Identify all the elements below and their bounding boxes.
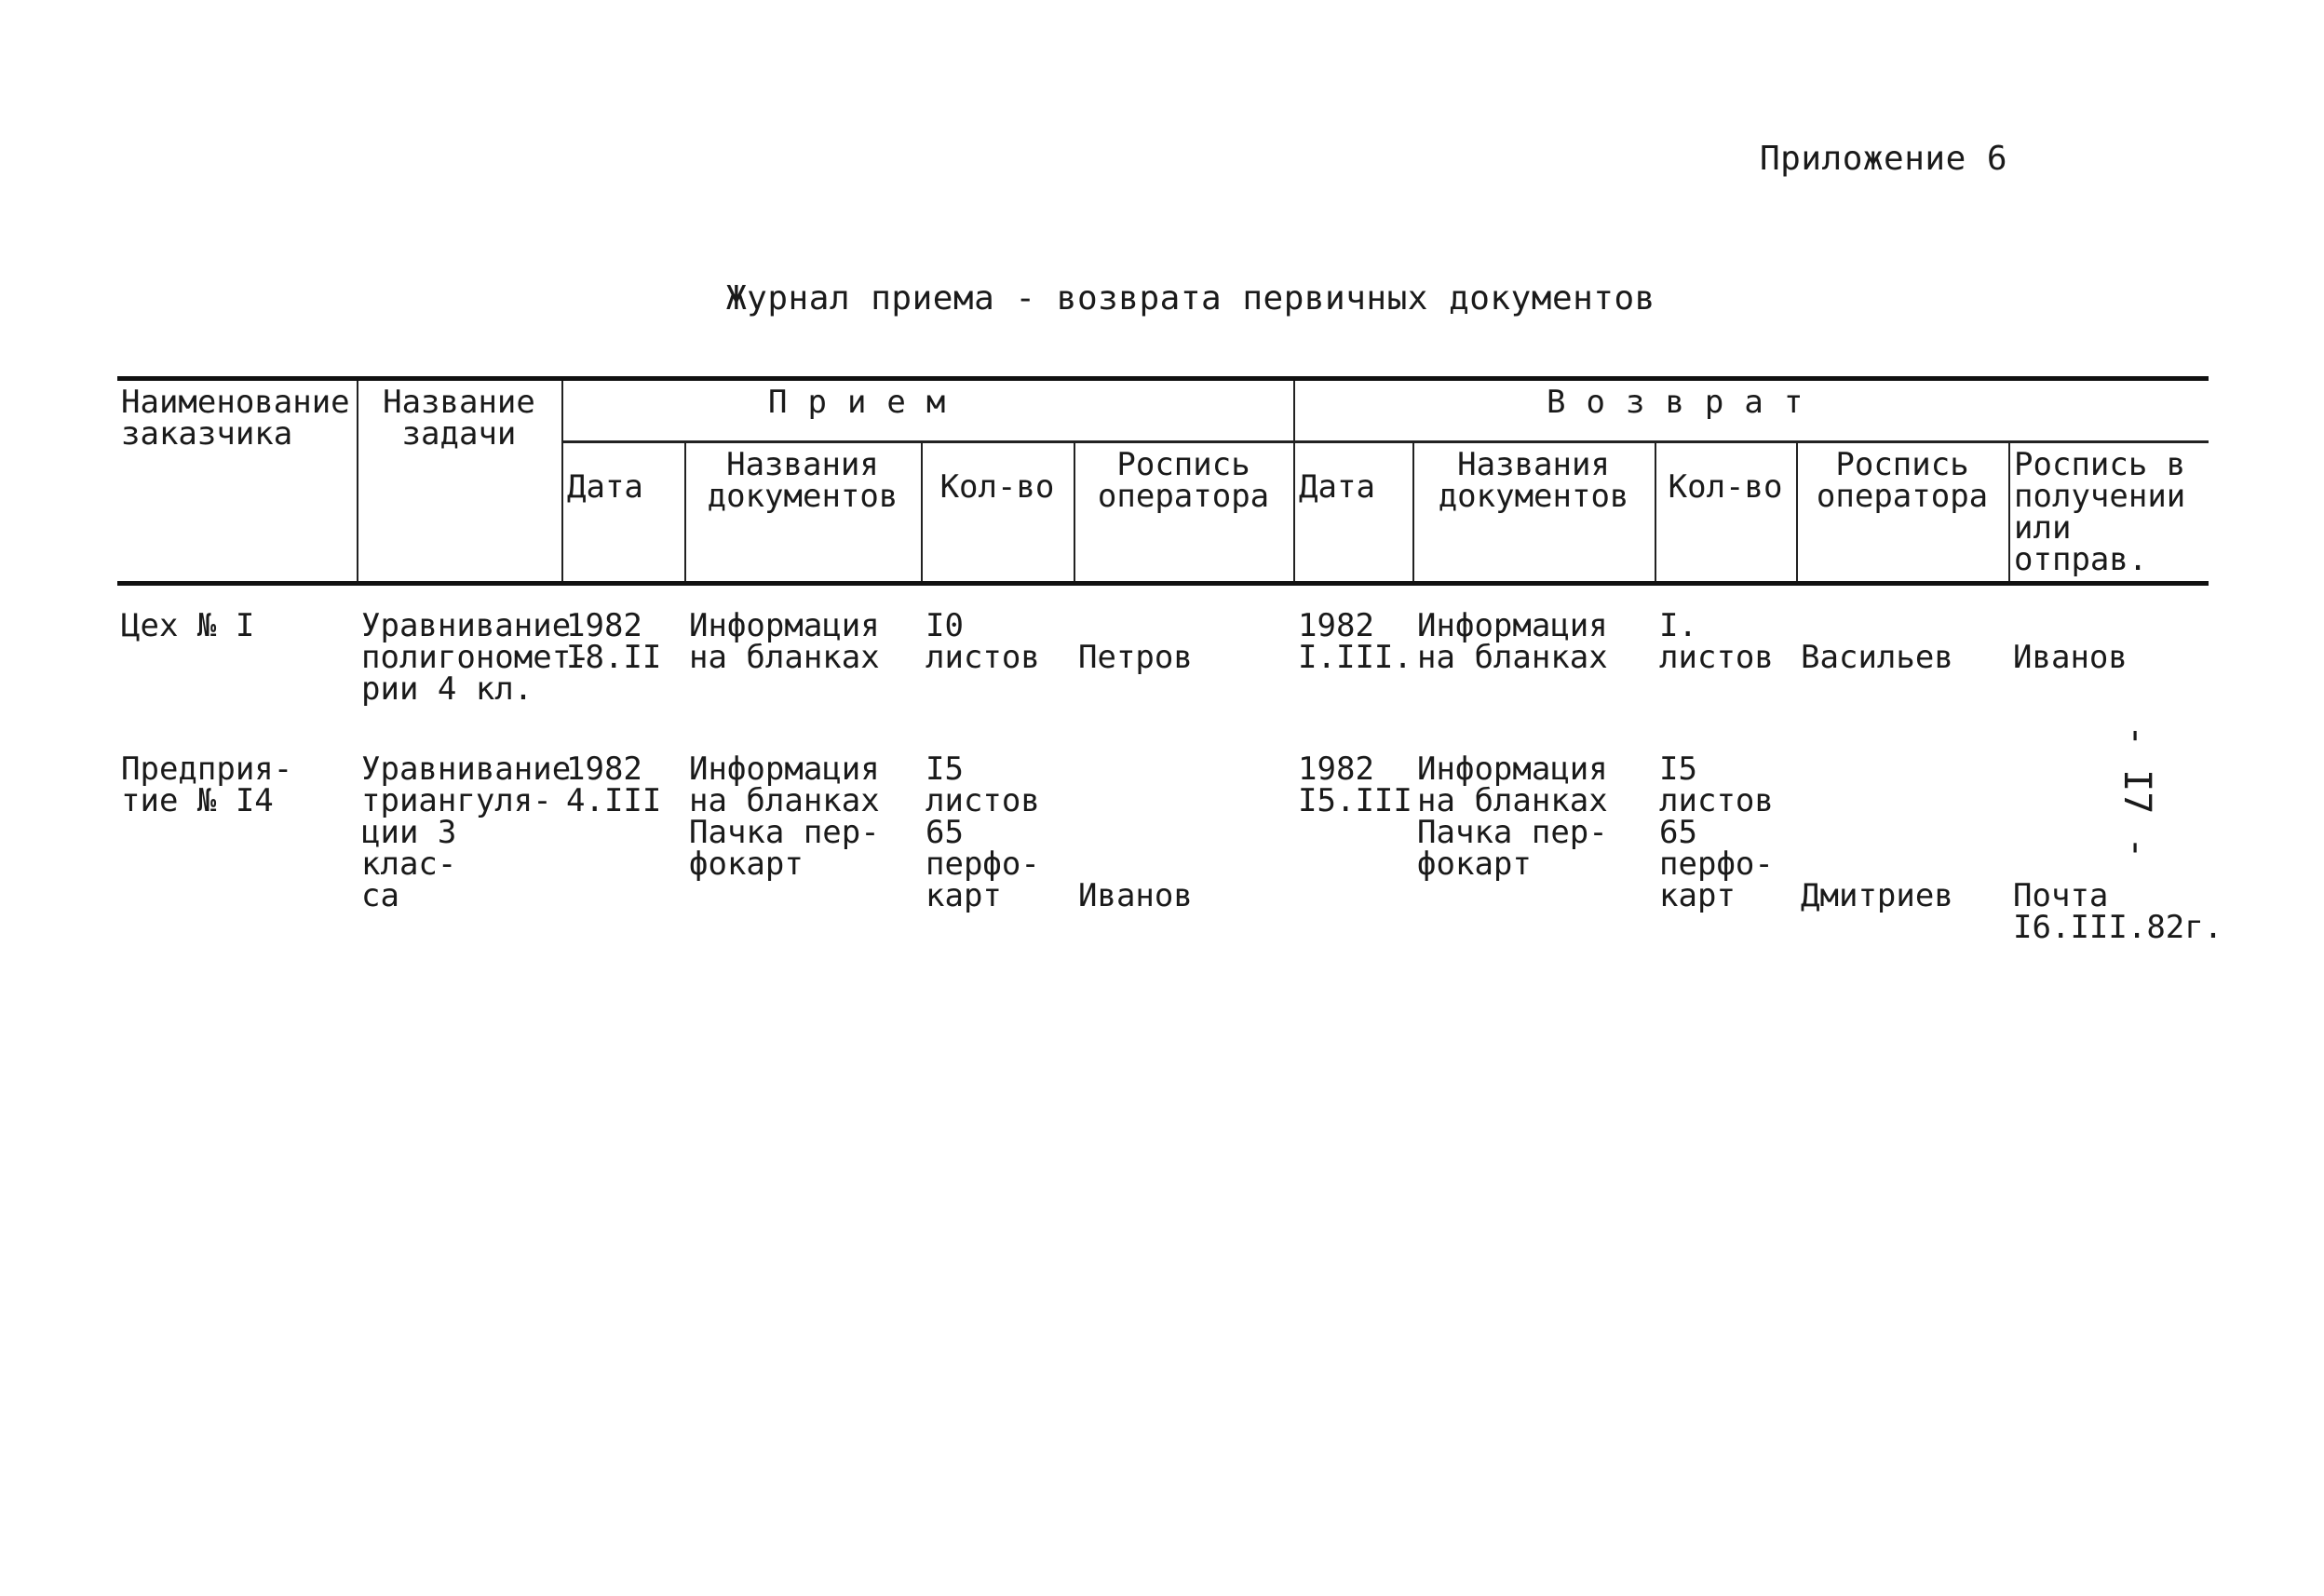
cell-task: Уравнивание полигономет- рии 4 кл. bbox=[361, 607, 590, 708]
cell-receipt-date: 1982 I8.II bbox=[566, 607, 662, 676]
cell-return-docs: Информация на бланках Пачка пер- фокарт bbox=[1417, 751, 1608, 883]
cell-customer: Предприя- тие № I4 bbox=[121, 751, 293, 819]
cell-receipt-sign: Иванов bbox=[1078, 877, 1193, 914]
header-return-qty: Кол-во bbox=[1655, 442, 1797, 584]
cell-return-sign-received: Почта I6.III.82г. bbox=[2013, 877, 2223, 946]
cell-receipt-qty: I0 листов bbox=[926, 607, 1040, 676]
appendix-label: Приложение 6 bbox=[1760, 140, 2008, 178]
cell-return-qty: I. листов bbox=[1659, 607, 1774, 676]
table-header-row-groups bbox=[117, 379, 2209, 442]
header-return-date: Дата bbox=[1294, 442, 1413, 584]
header-customer: Наименование заказчика bbox=[117, 379, 358, 584]
cell-receipt-sign: Петров bbox=[1078, 639, 1193, 676]
cell-return-sign-received: Иванов bbox=[2013, 639, 2128, 676]
header-receipt-qty: Кол-во bbox=[922, 442, 1074, 584]
cell-return-docs: Информация на бланках bbox=[1417, 607, 1608, 676]
cell-receipt-docs: Информация на бланках Пачка пер- фокарт bbox=[689, 751, 880, 883]
header-task: Название задачи bbox=[358, 379, 562, 584]
header-group-receipt: Прием bbox=[562, 379, 1294, 442]
table-row bbox=[117, 584, 2209, 706]
cell-task: Уравнивание триангуля- ции 3 клас- са bbox=[361, 751, 572, 914]
header-receipt-date: Дата bbox=[562, 442, 685, 584]
cell-return-date: 1982 I.III. bbox=[1298, 607, 1412, 676]
cell-receipt-docs: Информация на бланках bbox=[689, 607, 880, 676]
cell-return-date: 1982 I5.III bbox=[1298, 751, 1412, 819]
header-return-docs: Названия документов bbox=[1413, 442, 1655, 584]
cell-receipt-qty: I5 листов 65 перфо- карт bbox=[926, 751, 1040, 914]
journal-title: Журнал приема - возврата первичных документов bbox=[726, 279, 1655, 318]
cell-return-qty: I5 листов 65 перфо- карт bbox=[1659, 751, 1774, 914]
page-number: - I7 - bbox=[2115, 724, 2158, 859]
header-receipt-docs: Названия документов bbox=[685, 442, 922, 584]
cell-return-sign: Дмитриев bbox=[1801, 877, 1953, 914]
header-return-sign-received: Роспись в получении или отправ. bbox=[2009, 442, 2209, 584]
cell-return-sign: Васильев bbox=[1801, 639, 1953, 676]
table-row bbox=[117, 705, 2209, 943]
header-return-sign: Роспись оператора bbox=[1797, 442, 2009, 584]
header-receipt-sign: Роспись оператора bbox=[1074, 442, 1294, 584]
cell-customer: Цех № I bbox=[121, 607, 255, 644]
cell-receipt-date: 1982 4.III bbox=[566, 751, 662, 819]
journal-table bbox=[117, 376, 2223, 946]
header-group-return: Возврат bbox=[1294, 379, 2209, 442]
